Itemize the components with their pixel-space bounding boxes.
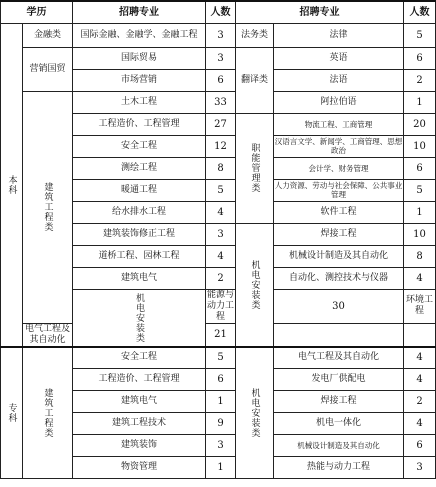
major-cell: 工程造价、工程管理 xyxy=(73,113,206,135)
major-cell: 英语 xyxy=(274,47,404,69)
major-cell: 人力资源、劳动与社会保障、公共事业管理 xyxy=(274,181,403,199)
major-cell: 发电厂供配电 xyxy=(274,369,404,391)
major-cell: 机械设计制造及其自动化 xyxy=(274,245,404,267)
edu-associate: 专科 xyxy=(1,347,23,479)
group-mech-install: 机电安装类 xyxy=(236,347,274,479)
count-cell: 6 xyxy=(404,47,436,69)
major-cell: 法语 xyxy=(274,69,404,91)
group-mech-install: 机电安装类 xyxy=(236,223,274,347)
header-major-right: 招聘专业 xyxy=(236,1,404,23)
major-cell: 市场营销 xyxy=(73,69,206,91)
major-cell: 给水排水工程 xyxy=(73,201,206,223)
edu-bachelor: 本科 xyxy=(1,23,23,347)
count-cell: 3 xyxy=(404,457,436,479)
count-cell: 1 xyxy=(404,201,436,223)
count-cell: 5 xyxy=(404,179,436,201)
major-cell: 建筑工程技术 xyxy=(73,413,206,435)
major-cell: 机电一体化 xyxy=(274,413,404,435)
major-cell: 软件工程 xyxy=(274,201,404,223)
major-cell: 热能与动力工程 xyxy=(274,457,404,479)
major-cell: 焊接工程 xyxy=(274,391,404,413)
count-cell: 27 xyxy=(206,113,236,135)
count-cell: 5 xyxy=(206,347,236,369)
count-cell: 3 xyxy=(206,23,236,47)
count-cell: 9 xyxy=(206,413,236,435)
major-cell: 环境工程 xyxy=(404,289,436,323)
major-cell: 会计学、财务管理 xyxy=(274,157,404,179)
count-cell: 1 xyxy=(206,391,236,413)
count-cell: 6 xyxy=(206,369,236,391)
major-cell: 电气工程及其自动化 xyxy=(23,323,73,347)
major-cell: 机械设计制造及其自动化 xyxy=(274,435,404,457)
major-cell: 焊接工程 xyxy=(274,223,404,245)
count-cell: 12 xyxy=(206,135,236,157)
count-cell: 3 xyxy=(206,435,236,457)
count-cell: 6 xyxy=(404,435,436,457)
count-cell: 5 xyxy=(404,23,436,47)
count-cell: 8 xyxy=(206,157,236,179)
count-cell: 33 xyxy=(206,91,236,113)
major-cell: 建筑电气 xyxy=(73,391,206,413)
count-cell: 2 xyxy=(404,391,436,413)
table-header-row xyxy=(1,1,436,23)
table-row xyxy=(1,347,436,369)
count-cell: 1 xyxy=(404,91,436,113)
major-cell: 阿拉伯语 xyxy=(274,91,404,113)
count-cell: 4 xyxy=(404,347,436,369)
major-cell: 暖通工程 xyxy=(73,179,206,201)
header-count: 人数 xyxy=(206,1,236,23)
count-cell: 2 xyxy=(206,267,236,289)
major-cell: 电气工程及其自动化 xyxy=(274,347,404,369)
count-cell: 3 xyxy=(206,47,236,69)
major-cell: 自动化、测控技术与仪器 xyxy=(274,267,404,289)
count-cell: 4 xyxy=(404,413,436,435)
major-cell: 土木工程 xyxy=(73,91,206,113)
count-cell: 4 xyxy=(206,201,236,223)
group-finance: 金融类 xyxy=(23,23,73,47)
major-cell: 国际金融、金融学、金融工程 xyxy=(73,23,206,47)
count-cell xyxy=(404,323,436,347)
major-cell: 道桥工程、园林工程 xyxy=(73,245,206,267)
major-cell: 测绘工程 xyxy=(73,157,206,179)
major-cell: 法律 xyxy=(274,23,404,47)
count-cell: 10 xyxy=(404,135,436,157)
group-translation: 翻译类 xyxy=(236,47,274,113)
count-cell: 4 xyxy=(206,245,236,267)
major-cell: 安全工程 xyxy=(73,347,206,369)
table-row xyxy=(1,47,436,69)
table-row xyxy=(1,91,436,113)
count-cell: 3 xyxy=(206,223,236,245)
count-cell: 2 xyxy=(404,69,436,91)
header-count-right: 人数 xyxy=(404,1,436,23)
count-cell: 4 xyxy=(404,267,436,289)
group-mech-install: 机电安装类 xyxy=(73,289,206,347)
major-cell: 能源与动力工程 xyxy=(206,289,234,322)
group-construction: 建筑工程类 xyxy=(23,347,73,479)
count-cell: 30 xyxy=(274,289,404,323)
major-cell: 建筑电气 xyxy=(73,267,206,289)
major-cell: 建筑装饰 xyxy=(73,435,206,457)
group-marketing: 营销国贸 xyxy=(23,47,73,91)
count-cell: 1 xyxy=(206,457,236,479)
group-admin: 职能管理类 xyxy=(236,113,274,223)
count-cell: 6 xyxy=(404,157,436,179)
count-cell: 8 xyxy=(404,245,436,267)
count-cell: 4 xyxy=(404,369,436,391)
major-cell: 汉语言文学、新闻学、工商管理、思想政治 xyxy=(274,137,403,155)
count-cell: 5 xyxy=(206,179,236,201)
major-cell: 安全工程 xyxy=(73,135,206,157)
count-cell: 10 xyxy=(404,223,436,245)
major-cell: 建筑装饰修正工程 xyxy=(73,223,206,245)
count-cell: 6 xyxy=(206,69,236,91)
header-major: 招聘专业 xyxy=(73,1,206,23)
table-row xyxy=(1,23,436,47)
header-education: 学历 xyxy=(1,1,73,23)
count-cell: 21 xyxy=(206,323,236,347)
major-cell: 物资管理 xyxy=(73,457,206,479)
count-cell: 20 xyxy=(404,113,436,135)
group-legal: 法务类 xyxy=(236,23,274,47)
major-cell xyxy=(274,323,404,347)
table-row xyxy=(1,323,436,347)
major-cell: 工程造价、工程管理 xyxy=(73,369,206,391)
major-cell: 物流工程、工商管理 xyxy=(274,113,404,135)
group-construction: 建筑工程类 xyxy=(23,91,73,323)
major-cell: 国际贸易 xyxy=(73,47,206,69)
